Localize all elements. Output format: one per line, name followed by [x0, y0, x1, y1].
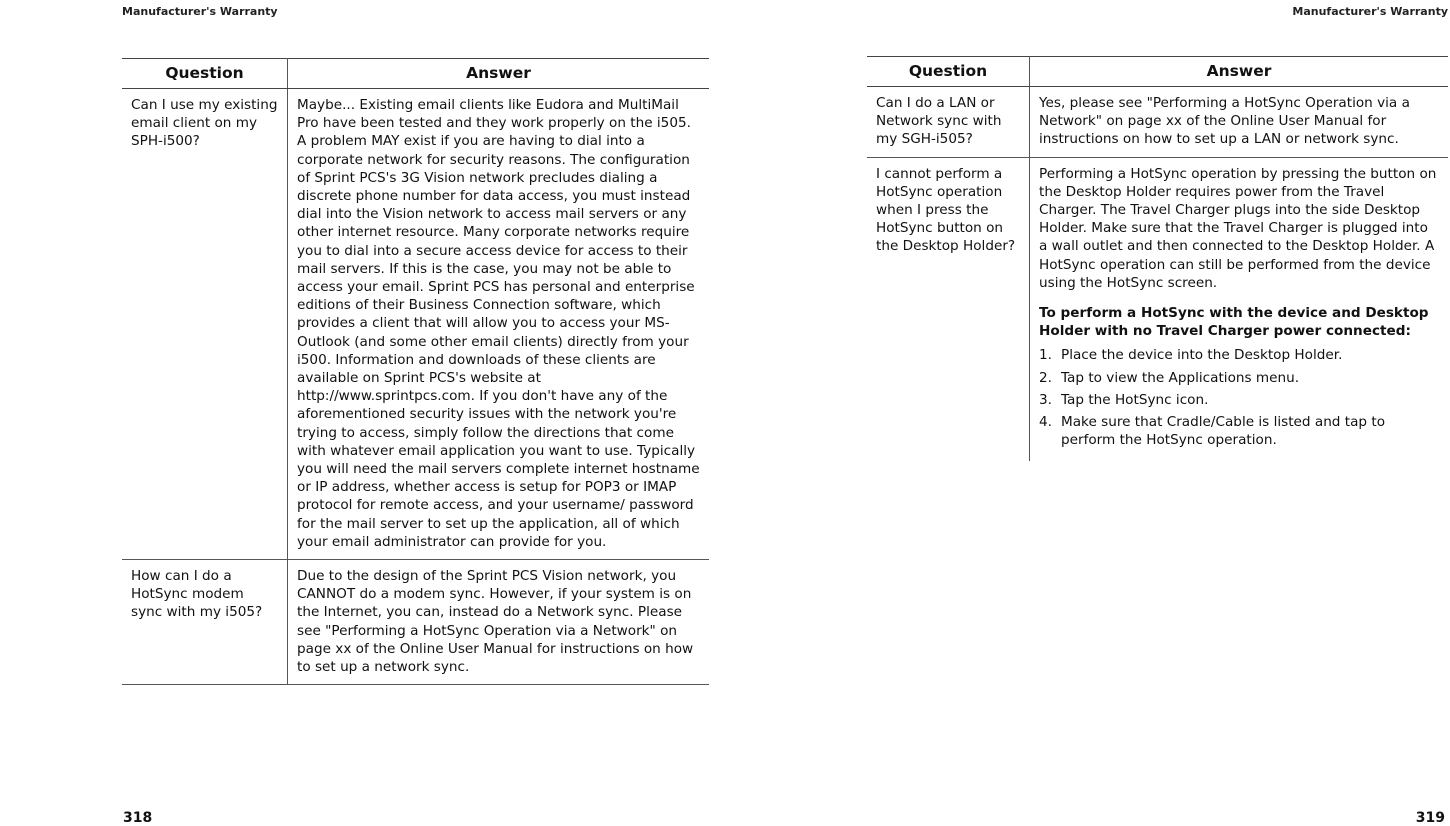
page-319	[725, 0, 1450, 825]
table-header-row	[122, 59, 709, 89]
step-text: Tap the HotSync icon.	[1061, 391, 1209, 408]
procedure-step	[1039, 413, 1439, 449]
column-header-answer: Answer	[288, 59, 710, 89]
answer-cell: Due to the design of the Sprint PCS Vision network, you CANNOT do a modem sync. However, if your system is on the Internet, you can, instead do a Network sync. Please see "Performing a HotSync Operation via a Network" on page xx of the Online User Manual for instructions on how to set up a network sync.	[288, 560, 710, 685]
column-header-question: Question	[122, 59, 288, 89]
question-cell: Can I do a LAN or Network sync with my SGH-i505?	[867, 87, 1030, 158]
faq-table	[122, 58, 709, 685]
step-number: 2.	[1039, 369, 1052, 386]
answer-cell: Yes, please see "Performing a HotSync Operation via a Network" on page xx of the Online User Manual for instructions on how to set up a LAN or network sync.	[1030, 87, 1449, 158]
page-318	[0, 0, 725, 825]
procedure-step	[1039, 369, 1439, 387]
step-number: 4.	[1039, 414, 1052, 431]
column-header-answer: Answer	[1030, 57, 1449, 87]
answer-text: Performing a HotSync operation by pressing the button on the Desktop Holder requires power from the Travel Charger. The Travel Charger plugs into the side Desktop Holder. Make sure that the Travel Charger is plugged into a wall outlet and then connected to the Desktop Holder. A HotSync operation can still be performed from the device using the HotSync screen.	[1039, 165, 1437, 291]
running-header: Manufacturer's Warranty	[122, 5, 278, 18]
answer-cell	[1030, 157, 1449, 461]
step-text: Make sure that Cradle/Cable is listed and tap to perform the HotSync operation.	[1061, 414, 1386, 449]
procedure-step	[1039, 346, 1439, 364]
question-cell: I cannot perform a HotSync operation when I press the HotSync button on the Desktop Holder?	[867, 157, 1030, 461]
table-row	[867, 87, 1448, 158]
answer-cell: Maybe... Existing email clients like Eudora and MultiMail Pro have been tested and they work properly on the i505. A problem MAY exist if you are having to dial into a corporate network for security reasons. The configuration of Sprint PCS's 3G Vision network precludes dialing a discrete phone number for data access, you must instead dial into the Vision network to access mail servers or any other internet resource. Many corporate networks require you to dial into a secure access device for access to their mail servers. If this is the case, you may not be able to access your email. Sprint PCS has personal and enterprise editions of their Business Connection software, which provides a client that will allow you to access your MS-Outlook (and some other email clients) directly from your i500. Information and downloads of these clients are available on Sprint PCS's website at http://www.sprintpcs.com. If you don't have any of the aforementioned security issues with the network you're trying to access, simply follow the directions that come with whatever email application you want to use. Typically you will need the mail servers complete internet hostname or IP address, whether access is setup for POP3 or IMAP protocol for remote access, and your username/ password for the mail server to set up the application, all of which your email administrator can provide for you.	[288, 89, 710, 560]
question-cell: Can I use my existing email client on my SPH-i500?	[122, 89, 288, 560]
procedure-step	[1039, 391, 1439, 409]
faq-table	[867, 56, 1448, 461]
table-row	[122, 560, 709, 685]
step-number: 3.	[1039, 391, 1052, 408]
page-number: 319	[1415, 810, 1445, 826]
step-text: Tap to view the Applications menu.	[1061, 369, 1300, 386]
question-cell: How can I do a HotSync modem sync with my i505?	[122, 560, 288, 685]
table-header-row	[867, 57, 1448, 87]
procedure-steps	[1039, 346, 1439, 449]
table-row	[867, 157, 1448, 461]
column-header-question: Question	[867, 57, 1030, 87]
page-number: 318	[123, 810, 153, 826]
procedure-heading: To perform a HotSync with the device and Desktop Holder with no Travel Charger power connected:	[1039, 305, 1429, 340]
table-row	[122, 89, 709, 560]
step-number: 1.	[1039, 347, 1052, 364]
running-header: Manufacturer's Warranty	[1292, 5, 1448, 18]
step-text: Place the device into the Desktop Holder.	[1061, 347, 1343, 364]
